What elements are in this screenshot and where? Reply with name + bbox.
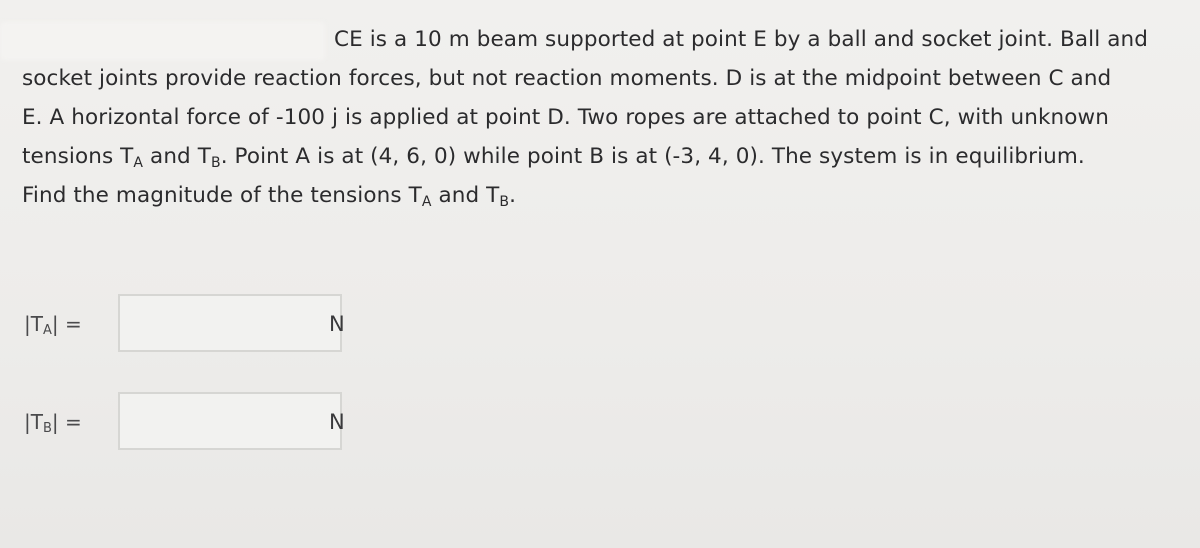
answer-row-ta xyxy=(24,294,424,354)
subscript-a: A xyxy=(133,155,144,171)
tb-label xyxy=(24,410,82,434)
problem-line-3: E. A horizontal force of -100 j is applied at point D. Two ropes are attached to point C, with unknown xyxy=(22,105,1109,130)
ta-label-post: | = xyxy=(51,312,82,336)
answer-row-tb xyxy=(24,392,424,452)
problem-line-1: CE is a 10 m beam supported at point E by a ball and socket joint. Ball and xyxy=(334,27,1148,52)
ta-label-subscript: A xyxy=(42,323,52,338)
ta-label xyxy=(24,312,82,336)
problem-line-4-text-b: and T xyxy=(143,144,211,169)
problem-line-5-text-c: . xyxy=(509,183,517,208)
ta-answer-input[interactable] xyxy=(118,294,342,352)
subscript-a: A xyxy=(421,194,432,210)
problem-statement xyxy=(22,20,1192,215)
tb-answer-input[interactable] xyxy=(118,392,342,450)
problem-line-2: socket joints provide reaction forces, but not reaction moments. D is at the midpoint between C and xyxy=(22,66,1112,91)
ta-unit: N xyxy=(329,312,345,336)
tb-label-post: | = xyxy=(51,410,82,434)
subscript-b: B xyxy=(210,155,221,171)
problem-line-4-text-c: . Point A is at (4, 6, 0) while point B is at (-3, 4, 0). The system is in equilibrium. xyxy=(220,144,1085,169)
tb-label-subscript: B xyxy=(42,421,52,436)
subscript-b: B xyxy=(499,194,510,210)
problem-line-5 xyxy=(22,176,1192,215)
problem-line-5-text-a: Find the magnitude of the tensions T xyxy=(22,183,422,208)
ta-label-pre: |T xyxy=(24,312,43,336)
problem-line-5-text-b: and T xyxy=(431,183,500,208)
tb-unit: N xyxy=(329,410,345,434)
problem-line-4-text-a: tensions T xyxy=(22,144,134,169)
problem-line-4 xyxy=(22,137,1192,176)
tb-label-pre: |T xyxy=(24,410,43,434)
